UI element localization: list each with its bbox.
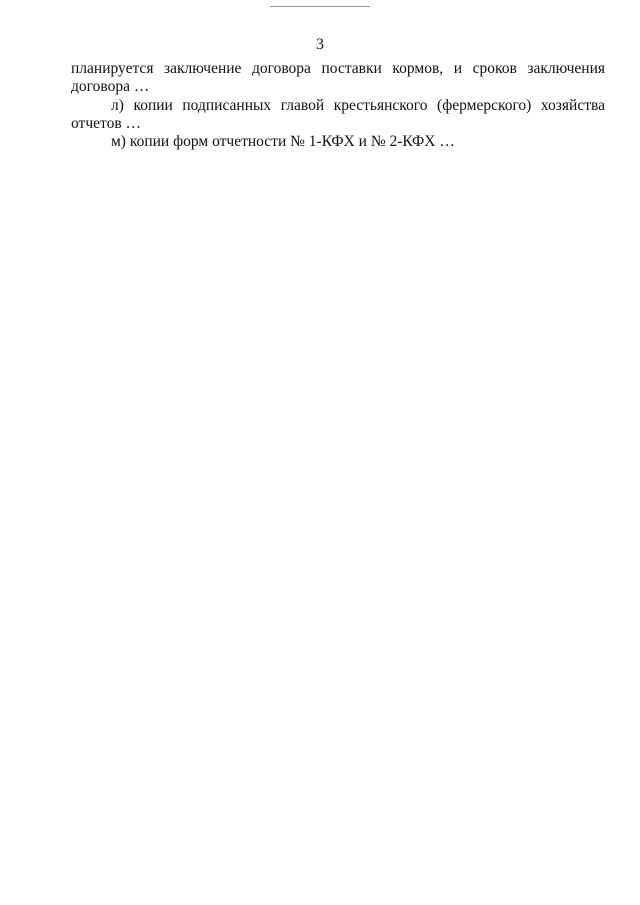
paragraph: м) копии форм отчетности № 1-КФХ и № 2-КФХ … [111, 133, 455, 151]
top-rule [270, 6, 370, 7]
paragraph: л) копии подписанных главой крестьянского (фермерского) хозяйства отчетов … [71, 96, 605, 132]
paragraph: планируется заключение договора поставки кормов, и сроков заключения договора … [71, 60, 605, 96]
page-body [71, 60, 605, 151]
page-number: 3 [316, 36, 324, 53]
